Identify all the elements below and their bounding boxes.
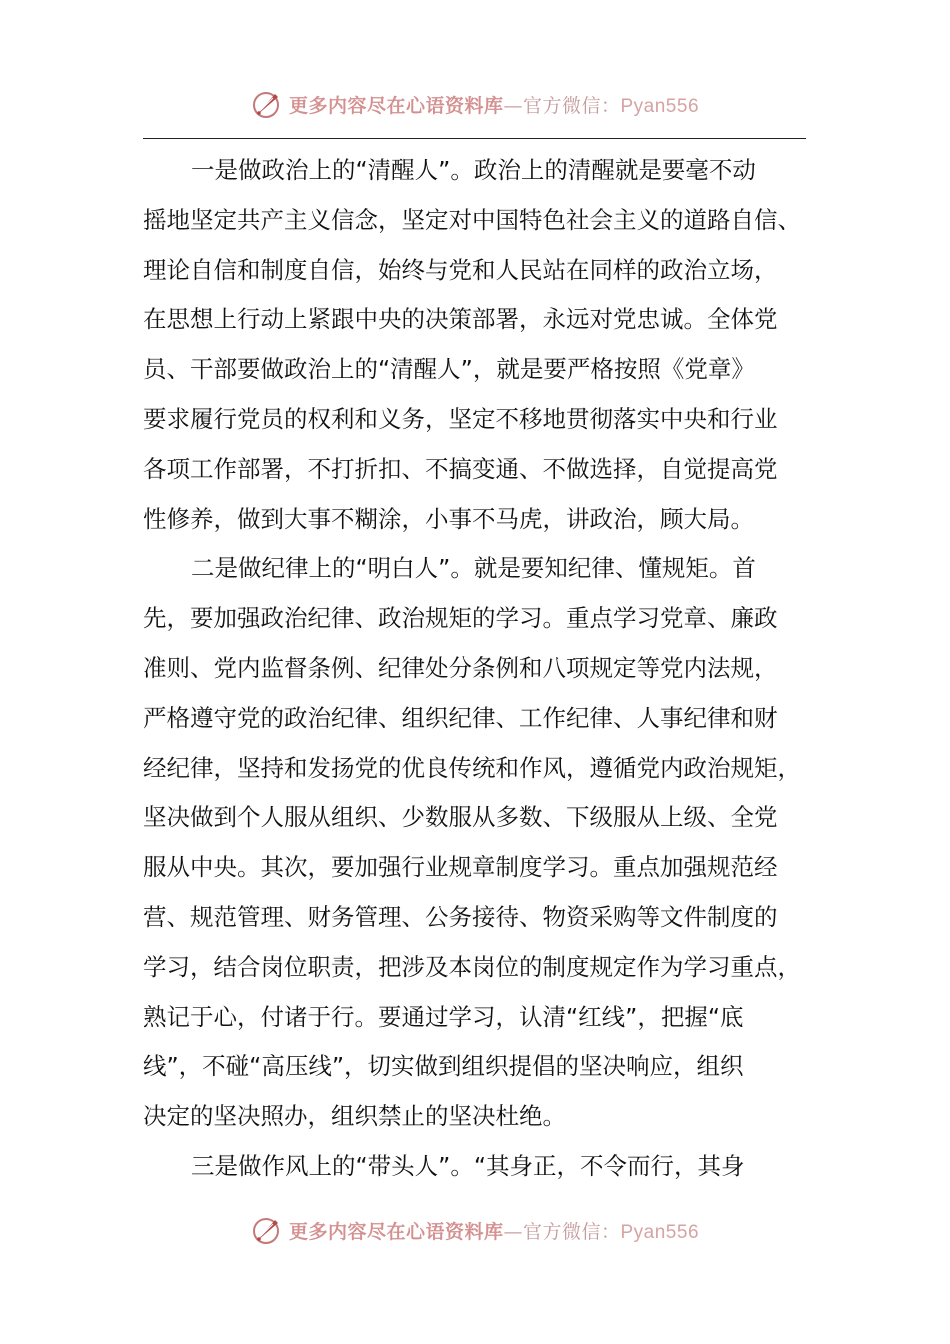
- paragraph-line: 服从中央。其次，要加强行业规章制度学习。重点加强规范经: [143, 853, 778, 882]
- paragraph-line: 三是做作风上的“带头人”。“其身正，不令而行，其身: [191, 1151, 745, 1180]
- header-watermark: [0, 84, 950, 124]
- footer-watermark: [0, 1210, 950, 1250]
- paragraph-line: 理论自信和制度自信，始终与党和人民站在同样的政治立场，: [143, 255, 778, 284]
- paragraph-line: 一是做政治上的“清醒人”。政治上的清醒就是要毫不动: [191, 156, 756, 184]
- paragraph-line: 准则、党内监督条例、纪律处分条例和八项规定等党内法规，: [143, 653, 778, 682]
- paragraph-line: 学习，结合岗位职责，把涉及本岗位的制度规定作为学习重点，: [143, 952, 801, 981]
- paragraph-line: 在思想上行动上紧跟中央的决策部署，永远对党忠诚。全体党: [143, 305, 778, 334]
- quill-pen-logo-icon: [251, 1214, 283, 1246]
- header-watermark-text: 更多内容尽在心语资料库—官方微信：Pyan556: [288, 94, 700, 117]
- paragraph-line: 各项工作部署，不打折扣、不搞变通、不做选择，自觉提高党: [143, 454, 778, 483]
- paragraph-line: 摇地坚定共产主义信念，坚定对中国特色社会主义的道路自信、: [143, 205, 801, 234]
- paragraph-line: 线”，不碰“高压线”，切实做到组织提倡的坚决响应，组织: [143, 1052, 744, 1081]
- paragraph-line: 严格遵守党的政治纪律、组织纪律、工作纪律、人事纪律和财: [143, 703, 778, 732]
- paragraph-line: 决定的坚决照办，组织禁止的坚决杜绝。: [143, 1102, 566, 1131]
- footer-watermark-text: 更多内容尽在心语资料库—官方微信：Pyan556: [288, 1220, 700, 1243]
- paragraph-line: 要求履行党员的权利和义务，坚定不移地贯彻落实中央和行业: [143, 404, 778, 433]
- paragraph-line: 员、干部要做政治上的“清醒人”，就是要严格按照《党章》: [143, 355, 755, 384]
- paragraph-line: 坚决做到个人服从组织、少数服从多数、下级服从上级、全党: [143, 803, 778, 832]
- paragraph-line: 经纪律，坚持和发扬党的优良传统和作风，遵循党内政治规矩，: [143, 753, 801, 782]
- paragraph-line: 先，要加强政治纪律、政治规矩的学习。重点学习党章、廉政: [143, 604, 778, 633]
- paragraph-line: 性修养，做到大事不糊涂，小事不马虎，讲政治，顾大局。: [143, 504, 754, 533]
- paragraph-line: 熟记于心，付诸于行。要通过学习，认清“红线”，把握“底: [143, 1002, 744, 1031]
- document-body: [143, 146, 806, 1192]
- header-divider: [143, 138, 806, 139]
- quill-pen-logo-icon: [251, 88, 283, 120]
- paragraph-line: 营、规范管理、财务管理、公务接待、物资采购等文件制度的: [143, 902, 778, 931]
- paragraph-line: 二是做纪律上的“明白人”。就是要知纪律、懂规矩。首: [191, 554, 756, 583]
